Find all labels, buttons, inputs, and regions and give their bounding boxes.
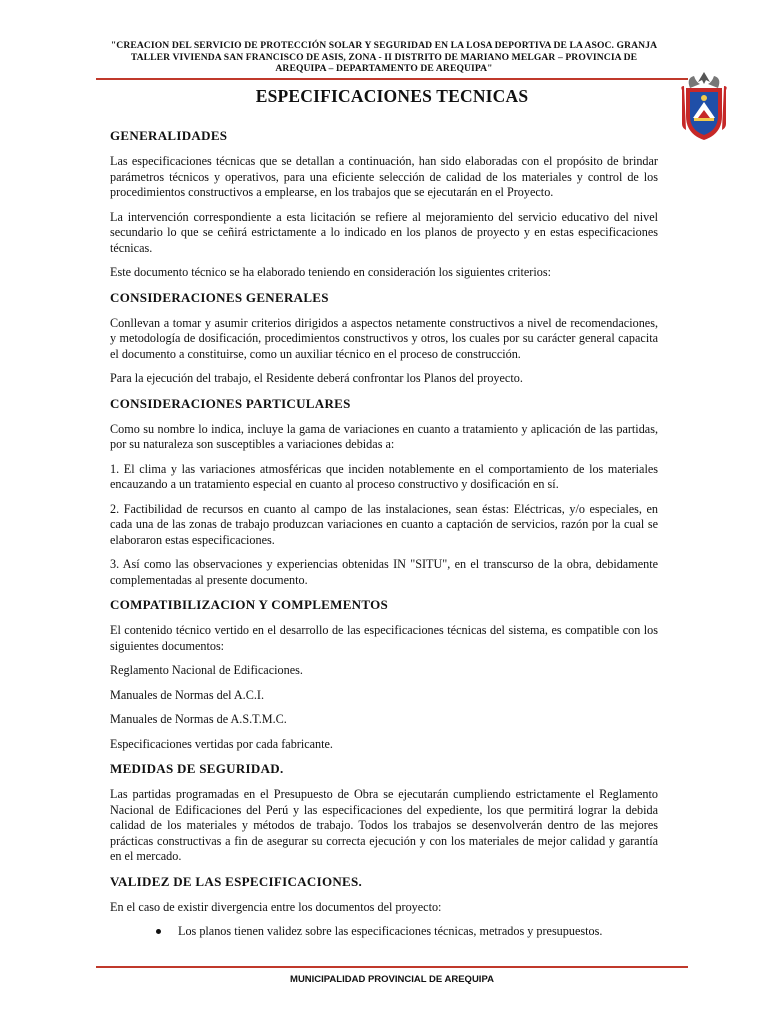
document-body (110, 128, 658, 940)
paragraph: La intervención correspondiente a esta licitación se refiere al mejoramiento del servicio educativo del nivel secundario lo que se ceñirá estrictamente a lo indicado en los planos de proyecto y en estas especificaciones técnicas. (110, 209, 658, 255)
reference-document: Manuales de Normas de A.S.T.M.C. (110, 712, 287, 726)
bullet-list (110, 924, 658, 940)
list-item (110, 924, 658, 940)
numbered-item: 1. El clima y las variaciones atmosféricas que inciden notablemente en el comportamiento de los materiales encauzando a un tratamiento especial en cuanto al proceso constructivo y dosificación en sí. (110, 461, 658, 491)
paragraph: Las partidas programadas en el Presupuesto de Obra se ejecutarán cumpliendo estrictamente el Reglamento Nacional de Edificaciones del Perú y las especificaciones del expediente, los que permitirá lograr la debida calidad de los materiales y métodos de trabajo. Todos los trabajos se desenvolverán dentro de las mejores prácticas constructivas a fin de asegurar su correcta ejecución y con los materiales de mejor calidad y garantía en el mercado. (110, 787, 658, 863)
project-header-title: "CREACION DEL SERVICIO DE PROTECCIÓN SOLAR Y SEGURIDAD EN LA LOSA DEPORTIVA DE LA ASOC. GRANJA TALLER VIVIENDA SAN FRANCISCO DE ASIS, ZONA - II DISTRITO DE MARIANO MELGAR – PROVINCIA DE AREQUIPA – DEPARTAMENTO DE AREQUIPA" (110, 40, 658, 74)
footer-rule (96, 966, 688, 968)
numbered-item: 3. Así como las observaciones y experiencias obtenidas IN "SITU", en el transcurso de la obra, debidamente complementadas al presente documento. (110, 557, 658, 587)
header-rule (96, 78, 688, 80)
section-title-consideraciones-generales: CONSIDERACIONES GENERALES (110, 289, 329, 305)
section-title-compatibilizacion: COMPATIBILIZACION Y COMPLEMENTOS (110, 597, 389, 612)
paragraph: Conllevan a tomar y asumir criterios dirigidos a aspectos netamente constructivos a nivel de recomendaciones, y metodología de dosificación, procedimientos constructivos y otros, los cuales por su carácter general capacita el documento a constituirse, como un auxiliar técnico en el proceso de construcción. (110, 315, 658, 361)
paragraph: En el caso de existir divergencia entre los documentos del proyecto: (110, 899, 442, 914)
section-title-generalidades: GENERALIDADES (110, 128, 228, 143)
paragraph: Las especificaciones técnicas que se detallan a continuación, han sido elaboradas con el propósito de brindar parámetros técnicos y operativos, para una eficiente selección de calidad de los materiales y control de los procedimientos constructivos a emplearse, en los trabajos que se ejecutarán en el Proyecto. (110, 154, 658, 199)
reference-document: Manuales de Normas del A.C.I. (110, 687, 265, 702)
paragraph: El contenido técnico vertido en el desarrollo de las especificaciones técnicas del sistema, es compatible con los siguientes documentos: (110, 623, 658, 653)
section-title-validez: VALIDEZ DE LAS ESPECIFICACIONES. (110, 873, 363, 889)
list-item-text: Los planos tienen validez sobre las especificaciones técnicas, metrados y presupuestos. (178, 924, 603, 938)
paragraph: Como su nombre lo indica, incluye la gama de variaciones en cuanto a tratamiento y aplicación de las partidas, por su naturaleza son susceptibles a variaciones debidas a: (110, 421, 658, 451)
paragraph: Este documento técnico se ha elaborado teniendo en consideración los siguientes criterios: (110, 265, 551, 279)
footer-text: MUNICIPALIDAD PROVINCIAL DE AREQUIPA (290, 974, 494, 985)
paragraph: Para la ejecución del trabajo, el Residente deberá confrontar los Planos del proyecto. (110, 371, 523, 385)
section-title-medidas-seguridad: MEDIDAS DE SEGURIDAD. (110, 761, 284, 776)
document-title: ESPECIFICACIONES TECNICAS (255, 86, 529, 106)
reference-document: Especificaciones vertidas por cada fabricante. (110, 736, 333, 751)
numbered-item: 2. Factibilidad de recursos en cuanto al campo de las instalaciones, sean éstas: Eléctricas, y/o especiales, en cada una de las zonas de trabajo produzcan variaciones en cuanto a captación de servicios, razón por la cual se elaboraron estas especificaciones. (110, 501, 658, 547)
section-title-consideraciones-particulares: CONSIDERACIONES PARTICULARES (110, 395, 351, 411)
bullet-dot-icon (156, 929, 161, 934)
reference-document: Reglamento Nacional de Edificaciones. (110, 663, 303, 677)
